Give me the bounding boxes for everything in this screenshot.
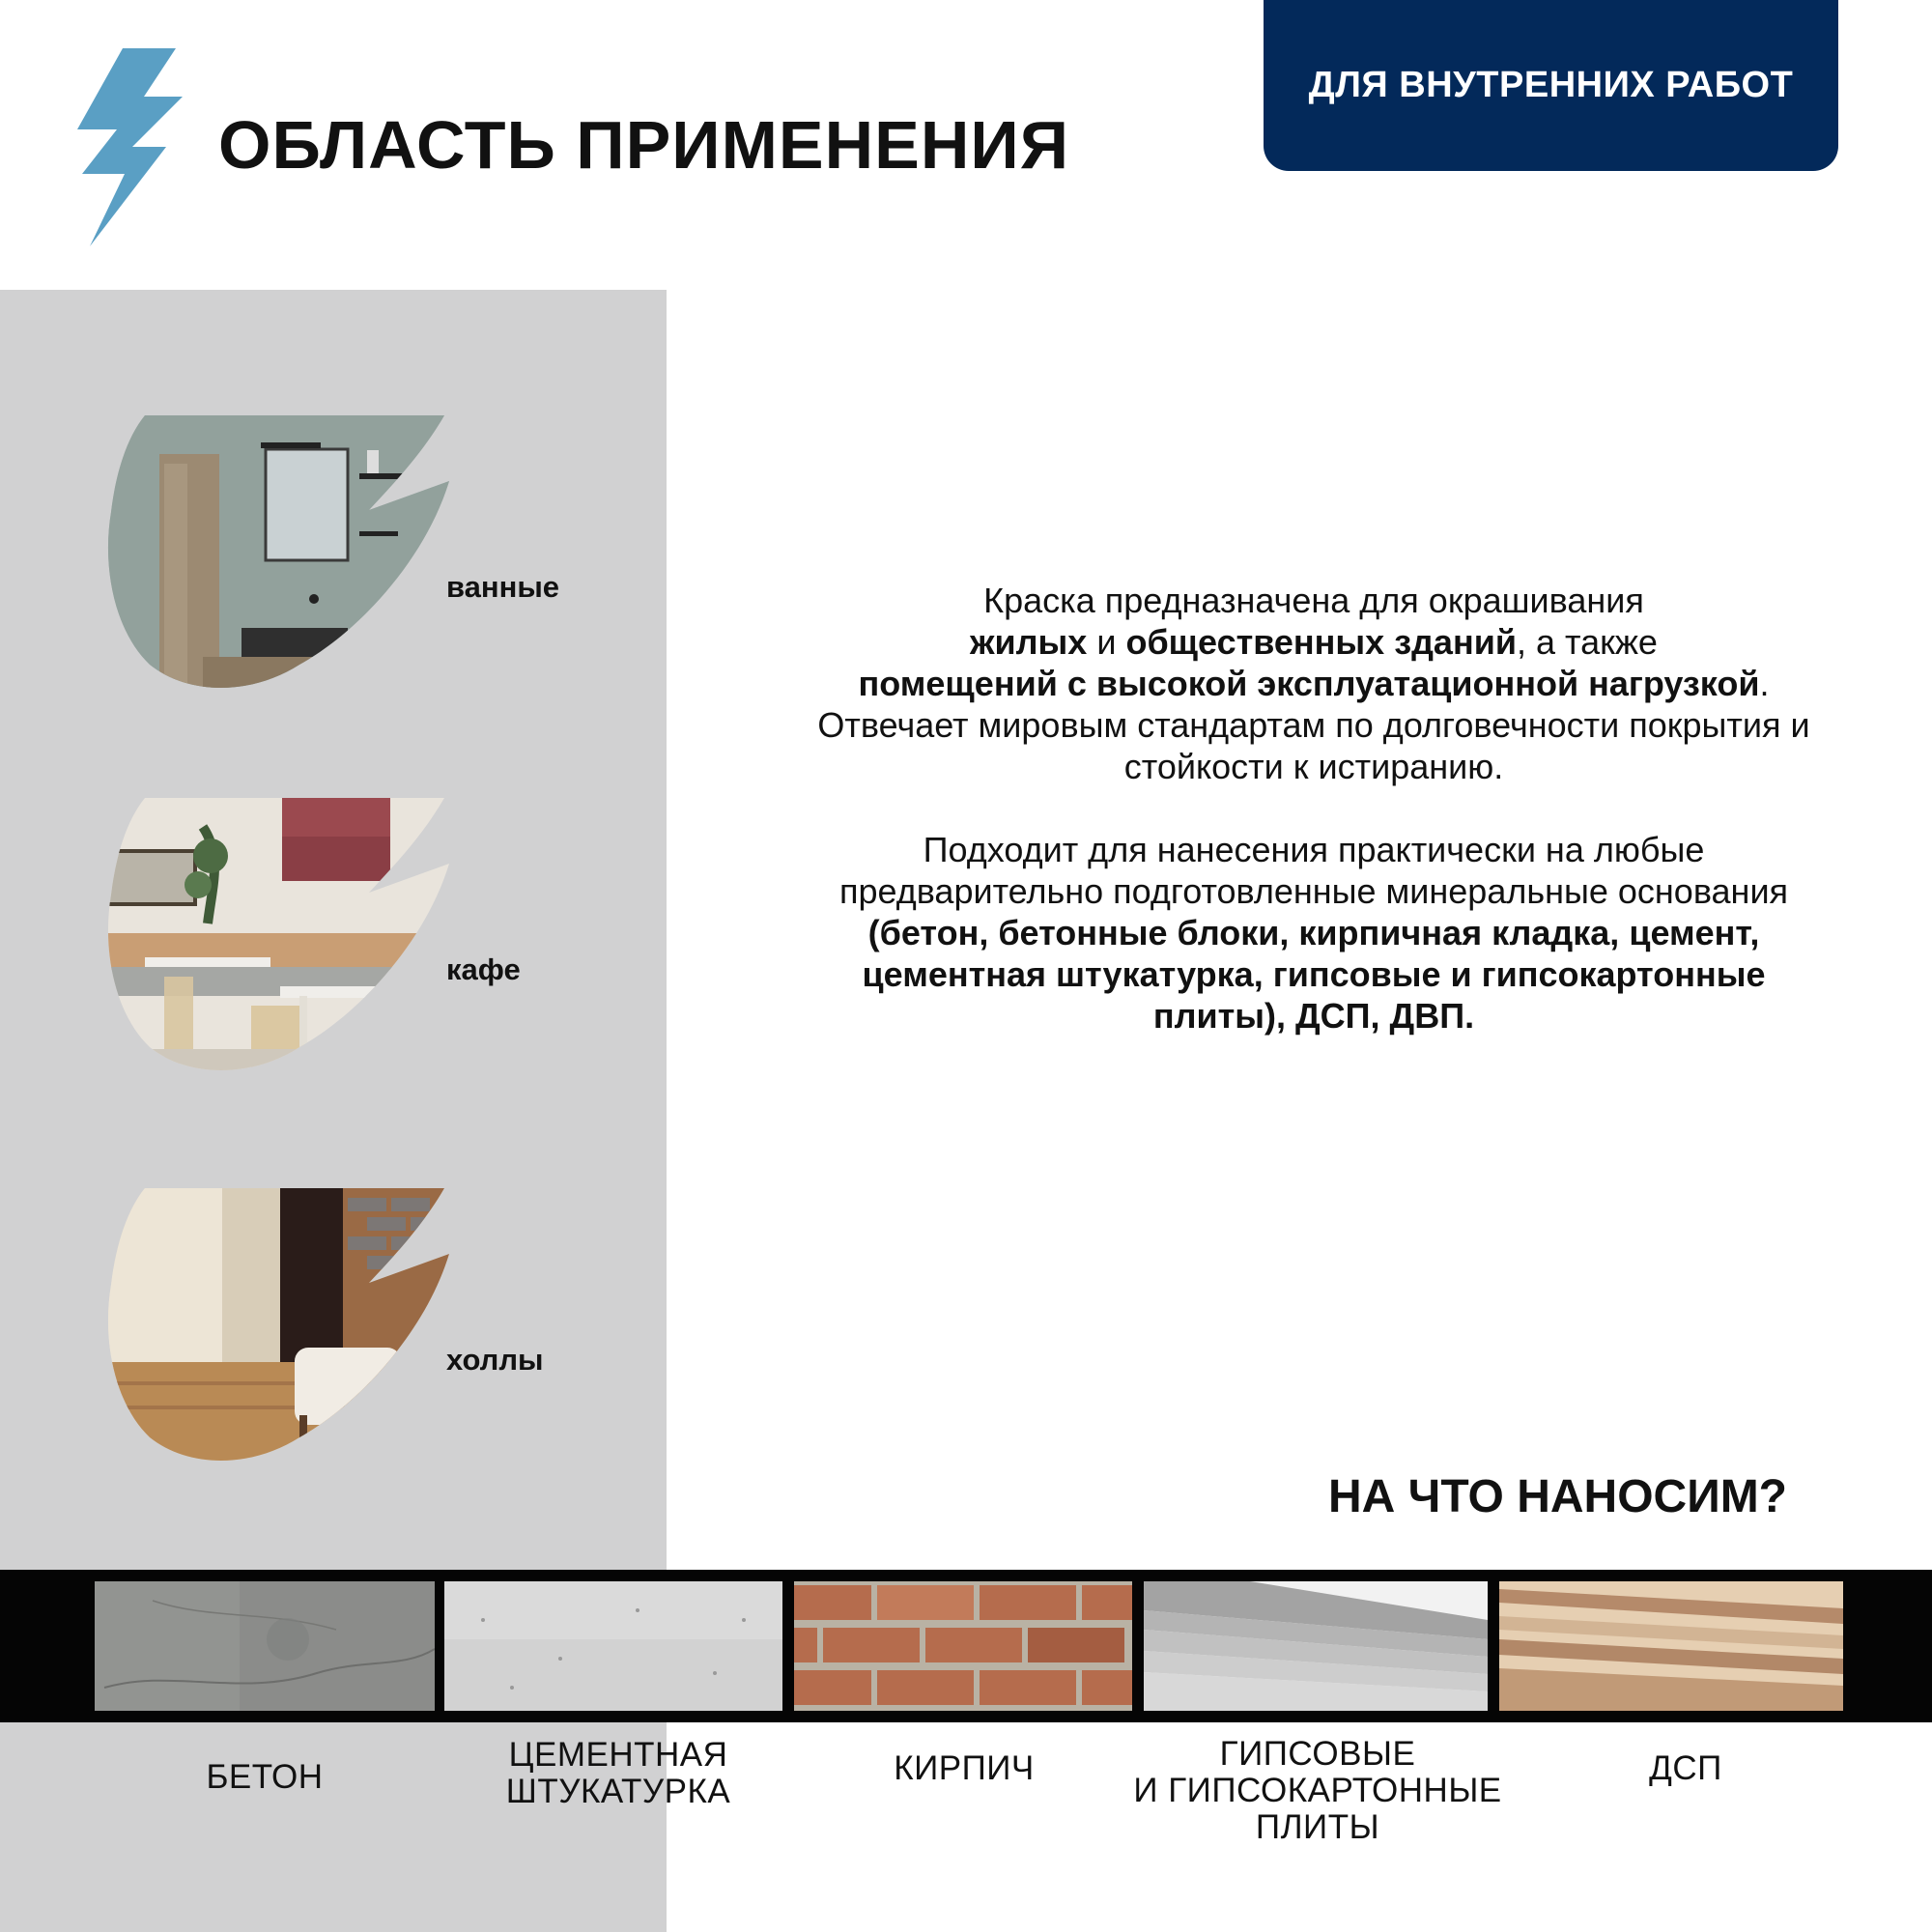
bathroom-photo [106,415,454,696]
area-label-bathrooms: ванные [446,570,560,604]
plaster-texture [444,1581,782,1711]
description-paragraph-1: Краска предназначена для окрашивания жилых и общественных зданий, а также помещений с высокой эксплуатационной нагрузкой. Отвечает мировым стандартам по долговечности покрытия и стойкости к истиранию. [817,581,1810,786]
area-label-cafe: кафе [446,952,521,986]
hall-photo [106,1188,454,1468]
surface-label-chipboard: ДСП [1649,1749,1722,1787]
area-item-cafe [106,798,609,1088]
lightning-bolt-icon [72,48,188,246]
surface-label-cement-plaster: ЦЕМЕНТНАЯ ШТУКАТУРКА [505,1736,731,1810]
surface-label-concrete: БЕТОН [206,1758,324,1796]
area-label-halls: холлы [446,1343,544,1377]
description-paragraph-2: Подходит для нанесения практически на любые предварительно подготовленные минеральные основания (бетон, бетонные блоки, кирпичная кладка, цемент, цементная штукатурка, гипсовые и гипсокартонные плиты), ДСП, ДВП. [838,830,1789,1036]
page-title: ОБЛАСТЬ ПРИМЕНЕНИЯ [218,107,1070,183]
cafe-photo [106,798,454,1078]
area-item-bathrooms [106,415,609,705]
interior-use-badge [1264,0,1838,171]
badge-label: ДЛЯ ВНУТРЕННИХ РАБОТ [1308,65,1794,105]
surface-label-brick: КИРПИЧ [894,1749,1035,1787]
brick-texture [794,1581,1132,1711]
description-text [792,580,1835,1037]
gypsum-board-texture [1144,1581,1488,1711]
surfaces-heading: НА ЧТО НАНОСИМ? [1328,1471,1787,1522]
concrete-texture [95,1581,435,1711]
surfaces-strip [0,1570,1932,1722]
surface-label-gypsum-boards: ГИПСОВЫЕ И ГИПСОКАРТОННЫЕ ПЛИТЫ [1133,1735,1502,1846]
chipboard-texture [1499,1581,1843,1711]
area-item-halls [106,1188,609,1478]
